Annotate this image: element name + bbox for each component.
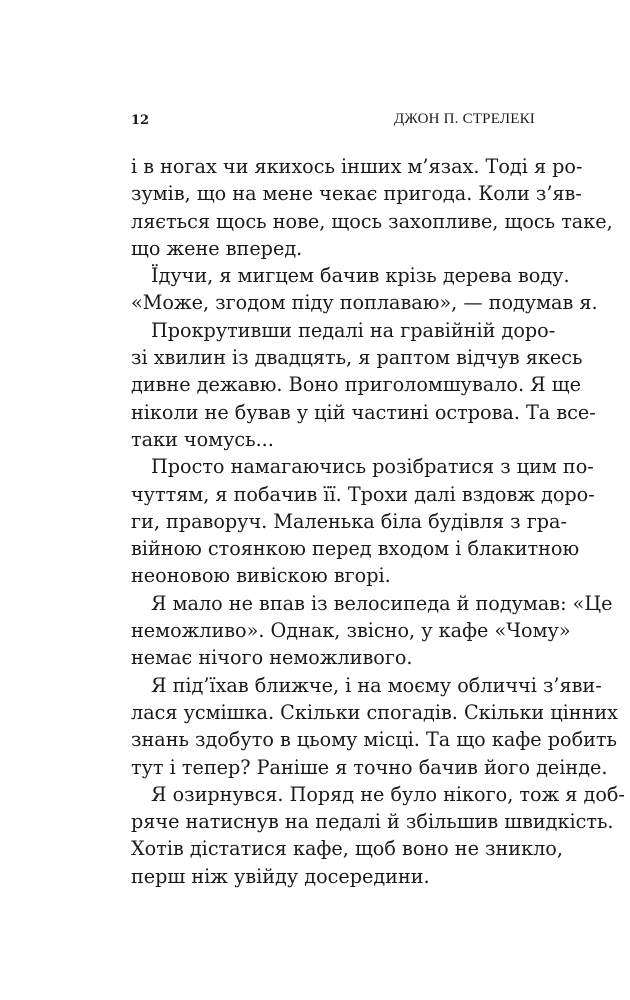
text-line: ляється щось нове, щось захопливе, щось таке, bbox=[131, 209, 613, 233]
text-line: перш ніж увійду досередини. bbox=[131, 864, 430, 888]
text-line: «Може, згодом піду поплаваю», — подумав я. bbox=[131, 291, 598, 315]
text-line: ряче натиснув на педалі й збільшив швидкість. bbox=[131, 810, 614, 834]
body-text bbox=[131, 153, 625, 890]
text-line: неможливо». Однак, звісно, у кафе «Чому» bbox=[131, 619, 571, 643]
paragraph bbox=[131, 153, 613, 262]
text-line: і в ногах чи якихось інших м’язах. Тоді я ро- bbox=[131, 155, 583, 178]
text-line: ніколи не бував у цій частині острова. Та все- bbox=[131, 400, 596, 424]
text-line: зі хвилин із двадцять, я раптом відчув якесь bbox=[131, 346, 583, 370]
text-line: ги, праворуч. Маленька біла будівля з гра- bbox=[131, 509, 567, 533]
paragraph bbox=[131, 453, 595, 589]
text-line: Їдучи, я мигцем бачив крізь дерева воду. bbox=[151, 264, 570, 288]
text-line: знань здобуто в цьому місці. Та що кафе робить bbox=[131, 728, 617, 752]
paragraph bbox=[131, 590, 613, 672]
text-line: тут і тепер? Раніше я точно бачив його деінде. bbox=[131, 755, 608, 779]
text-line: дивне дежавю. Воно приголомшувало. Я ще bbox=[131, 373, 581, 397]
paragraph bbox=[131, 672, 618, 781]
author-name: ДЖОН П. СТРЕЛЕКІ bbox=[393, 111, 535, 127]
text-line: Я мало не впав із велосипеда й подумав: «Це bbox=[151, 591, 613, 615]
text-line: Я озирнувся. Поряд не було нікого, тож я доб- bbox=[151, 782, 625, 806]
text-line: війною стоянкою перед входом і блакитною bbox=[131, 537, 580, 561]
text-line: зумів, що на мене чекає пригода. Коли з’яв- bbox=[131, 182, 582, 206]
text-line: що жене вперед. bbox=[131, 236, 303, 260]
text-line: Прокрутивши педалі на гравійній доро- bbox=[151, 318, 556, 342]
text-line: немає нічого неможливого. bbox=[131, 646, 413, 670]
paragraph bbox=[131, 262, 598, 317]
page-number: 12 bbox=[131, 113, 150, 128]
text-line: таки чомусь... bbox=[131, 427, 274, 451]
text-line: Просто намагаючись розібратися з цим по- bbox=[151, 455, 594, 479]
text-line: чуттям, я побачив її. Трохи далі вздовж доро- bbox=[131, 482, 595, 506]
paragraph bbox=[131, 317, 596, 453]
text-line: Я під’їхав ближче, і на моєму обличчі з’яви- bbox=[151, 673, 602, 697]
paragraph bbox=[131, 781, 625, 890]
running-header bbox=[131, 111, 535, 133]
text-line: Хотів дістатися кафе, щоб воно не зникло, bbox=[131, 837, 563, 861]
text-line: лася усмішка. Скільки спогадів. Скільки цінних bbox=[131, 700, 618, 724]
text-line: неоновою вивіскою вгорі. bbox=[131, 564, 391, 588]
